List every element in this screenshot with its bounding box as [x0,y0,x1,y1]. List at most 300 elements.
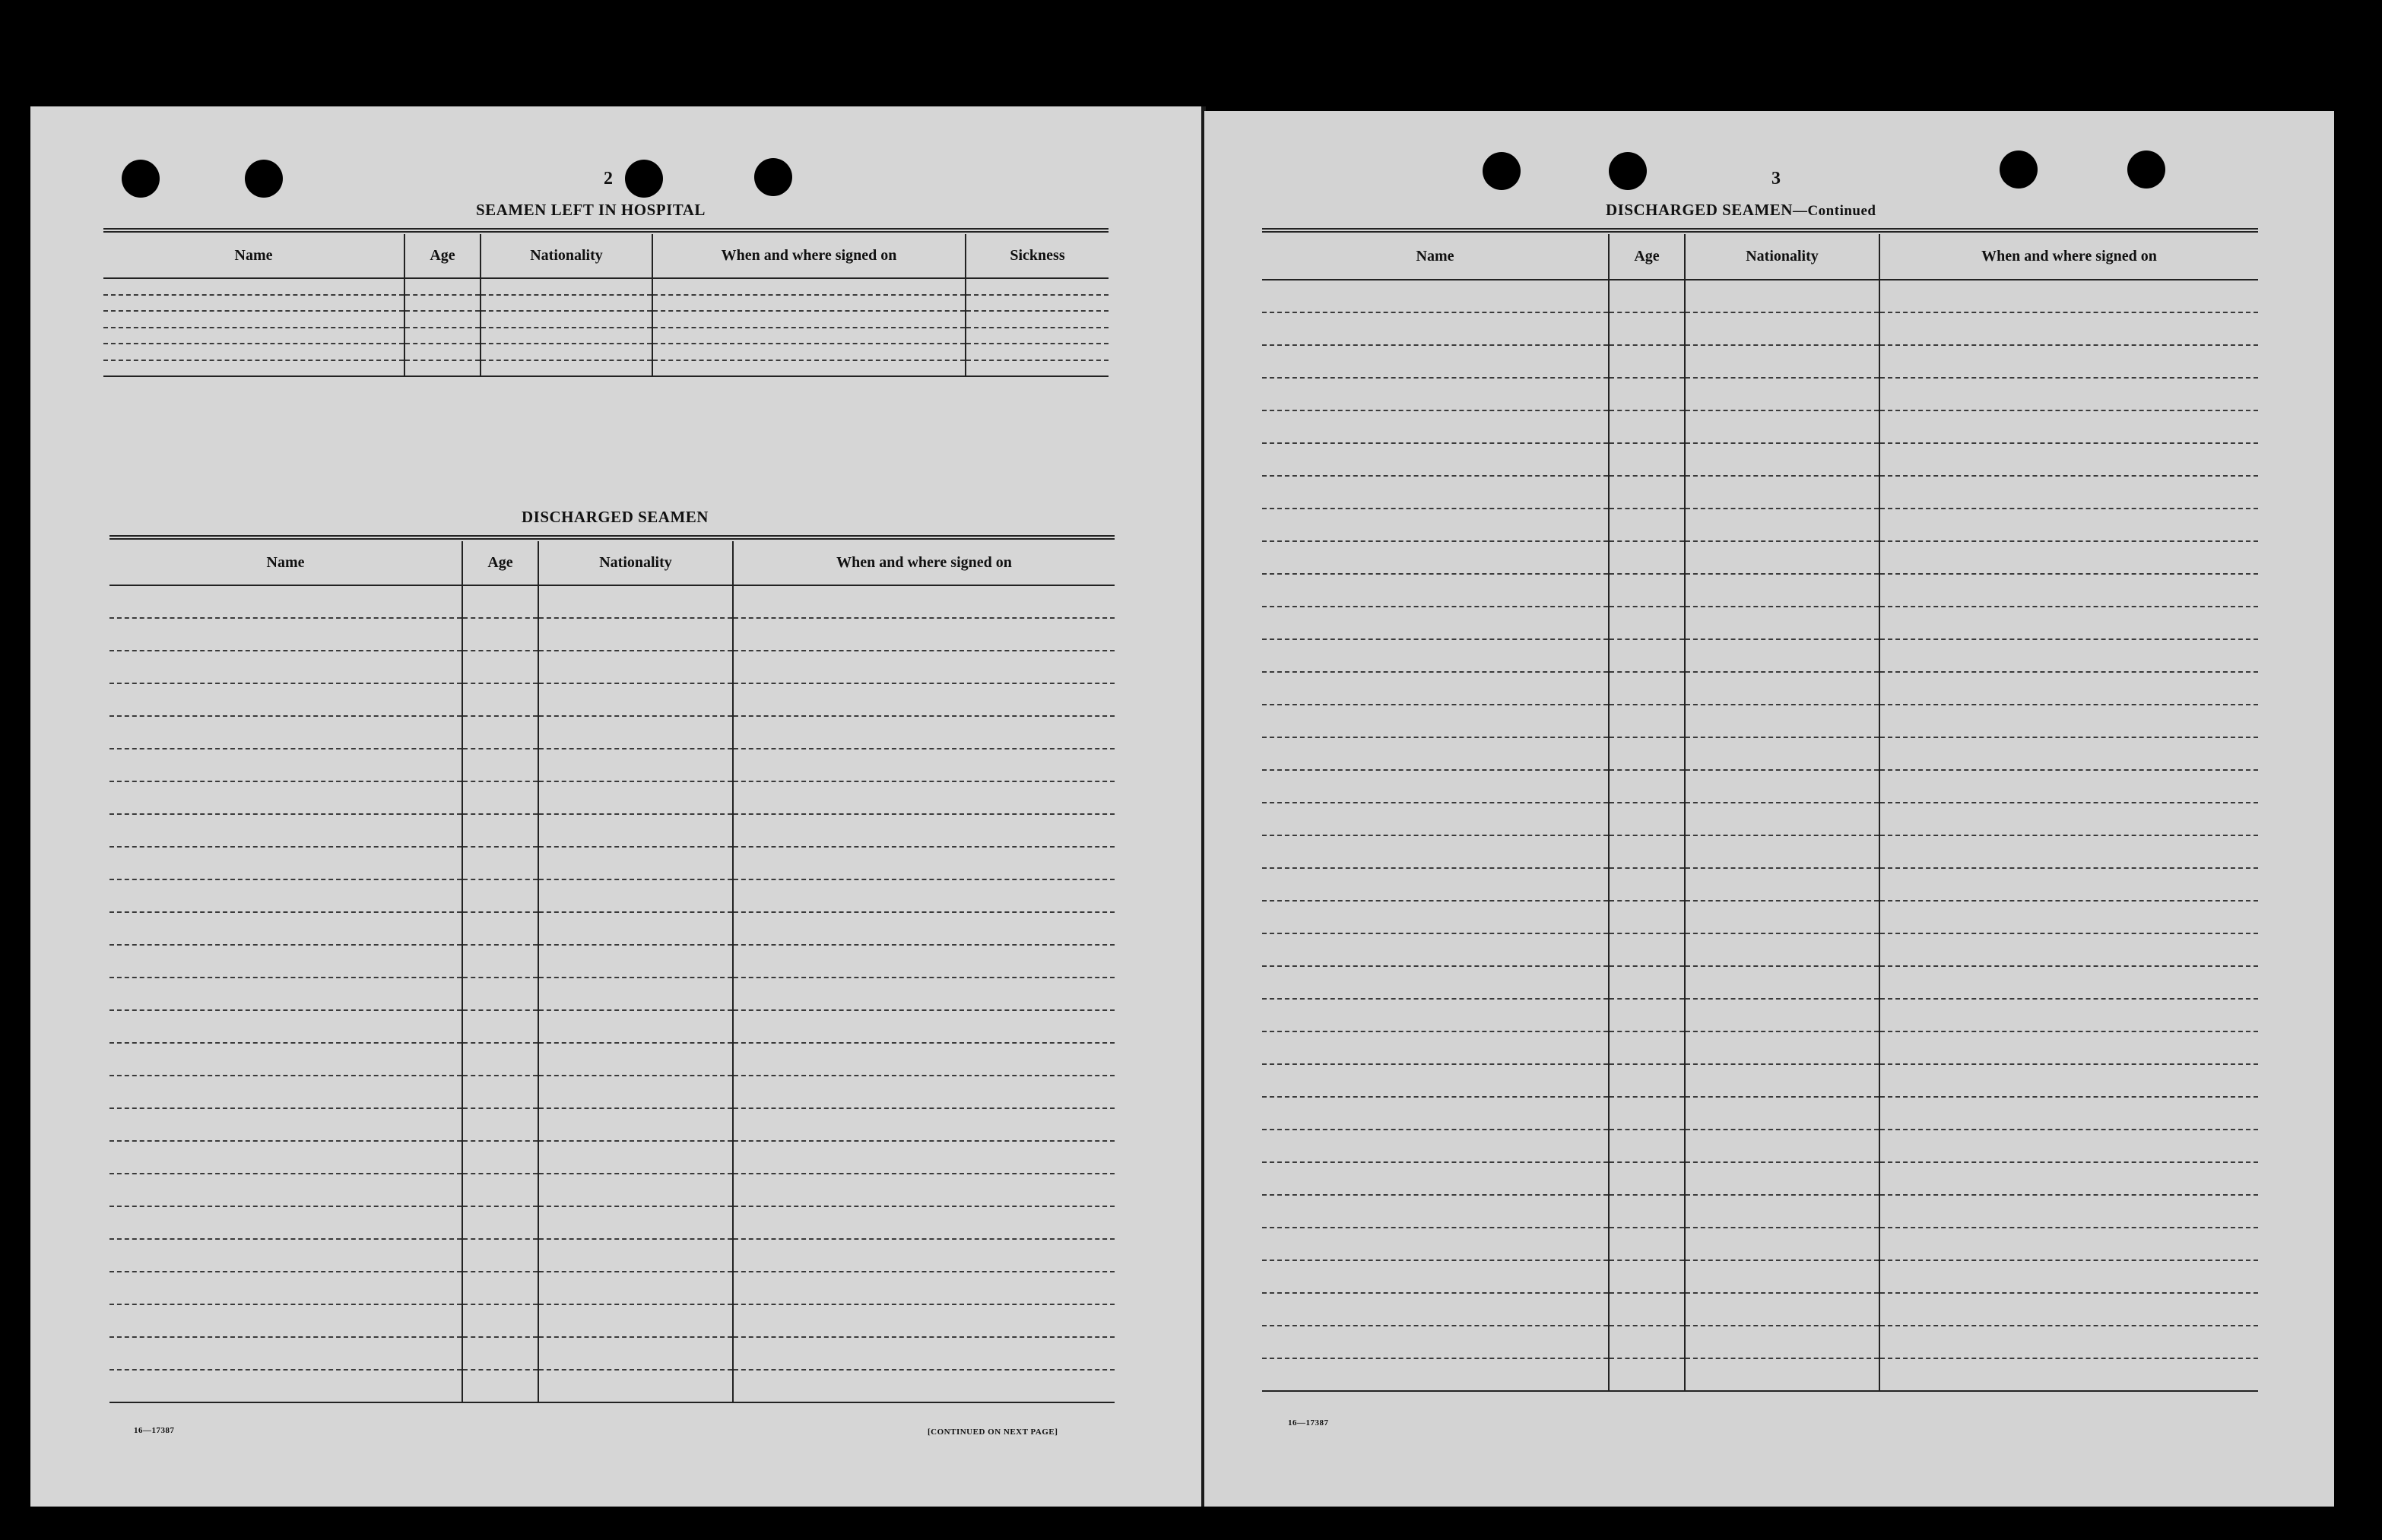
blank-cell [1685,1130,1879,1162]
table-row [1262,476,2258,509]
column-header-nationality: Nationality [538,541,733,585]
blank-cell [1609,378,1685,410]
table-row [109,1108,1115,1141]
blank-cell [1262,1293,1609,1326]
column-header-signed-on: When and where signed on [733,541,1115,585]
blank-cell [1879,868,2258,901]
blank-cell [733,1337,1115,1370]
blank-cell [1262,933,1609,966]
table-row [1262,1195,2258,1228]
table-row [109,1370,1115,1402]
blank-cell [538,912,733,945]
blank-cell [538,1010,733,1043]
blank-cell [109,847,462,879]
table-row [109,1076,1115,1108]
table-row [1262,901,2258,933]
blank-cell [1262,1162,1609,1195]
blank-cell [103,328,404,344]
blank-cell [1609,1097,1685,1130]
blank-cell [1685,803,1879,835]
table-row [1262,280,2258,312]
blank-cell [538,814,733,847]
blank-cell [1685,999,1879,1031]
table-row [109,847,1115,879]
blank-cell [109,1206,462,1239]
blank-cell [1262,966,1609,999]
discharged-continued-table [1262,234,2258,1392]
blank-cell [462,683,538,716]
blank-cell [1685,672,1879,705]
blank-cell [1879,1031,2258,1064]
blank-cell [109,1304,462,1337]
table-row [1262,1260,2258,1293]
blank-cell [109,1239,462,1272]
blank-cell [538,749,733,781]
blank-cell [1609,312,1685,345]
blank-cell [1685,509,1879,541]
blank-cell [652,344,966,360]
punch-hole [122,160,160,198]
blank-cell [733,618,1115,651]
blank-cell [1685,1162,1879,1195]
blank-cell [1685,607,1879,639]
title-continued: —Continued [1792,203,1876,219]
blank-cell [1262,672,1609,705]
blank-cell [1609,574,1685,607]
blank-cell [462,1337,538,1370]
column-header-nationality: Nationality [1685,234,1879,280]
blank-cell [462,978,538,1010]
blank-cell [1262,868,1609,901]
column-header-signed-on: When and where signed on [652,234,966,278]
blank-cell [733,781,1115,814]
blank-cell [733,847,1115,879]
blank-cell [538,683,733,716]
blank-cell [538,781,733,814]
blank-cell [109,1043,462,1076]
table-row [109,716,1115,749]
blank-cell [481,278,652,295]
blank-cell [109,912,462,945]
right-page [1204,111,2334,1507]
blank-cell [1879,835,2258,868]
table-row [1262,1064,2258,1097]
blank-cell [1879,1358,2258,1391]
blank-cell [1879,1162,2258,1195]
blank-cell [462,1043,538,1076]
blank-cell [538,1206,733,1239]
blank-cell [1609,1130,1685,1162]
blank-cell [109,1076,462,1108]
blank-cell [103,360,404,377]
blank-cell [1879,1326,2258,1358]
blank-cell [1879,999,2258,1031]
blank-cell [652,295,966,312]
blank-cell [462,879,538,912]
blank-cell [1879,1195,2258,1228]
blank-cell [1609,280,1685,312]
table-row [1262,966,2258,999]
table-row [103,278,1109,295]
discharged-continued-title [1606,201,1876,220]
blank-cell [1685,1097,1879,1130]
table-row [103,295,1109,312]
blank-cell [1262,574,1609,607]
table-row [109,1141,1115,1174]
table-row [109,879,1115,912]
blank-cell [652,311,966,328]
blank-cell [1262,901,1609,933]
blank-cell [538,585,733,618]
blank-cell [538,1141,733,1174]
blank-cell [733,1174,1115,1206]
blank-cell [481,295,652,312]
blank-cell [1879,607,2258,639]
blank-cell [733,978,1115,1010]
blank-cell [109,781,462,814]
blank-cell [733,651,1115,683]
blank-cell [538,1174,733,1206]
table-row [1262,835,2258,868]
blank-cell [481,344,652,360]
blank-cell [1879,541,2258,574]
blank-cell [733,945,1115,978]
continued-note: [CONTINUED ON NEXT PAGE] [928,1428,1058,1437]
table-row [109,1239,1115,1272]
table-row [1262,410,2258,443]
table-row [1262,443,2258,476]
blank-cell [733,716,1115,749]
blank-cell [462,1206,538,1239]
table-row [109,912,1115,945]
blank-cell [733,1141,1115,1174]
blank-cell [109,683,462,716]
table-row [103,360,1109,377]
table-row [109,1337,1115,1370]
blank-cell [538,651,733,683]
blank-cell [1879,443,2258,476]
table-row [1262,312,2258,345]
table-row [1262,737,2258,770]
table-row [1262,868,2258,901]
blank-cell [1262,639,1609,672]
blank-cell [103,295,404,312]
blank-cell [481,328,652,344]
blank-cell [1685,933,1879,966]
blank-cell [481,360,652,377]
table-row [1262,574,2258,607]
blank-cell [1262,345,1609,378]
table-row [109,978,1115,1010]
blank-cell [538,1108,733,1141]
column-header-age: Age [404,234,481,278]
table-row [1262,1097,2258,1130]
table-row [1262,672,2258,705]
column-header-name: Name [109,541,462,585]
blank-cell [462,847,538,879]
blank-cell [1685,443,1879,476]
blank-cell [1685,966,1879,999]
blank-cell [1685,312,1879,345]
table-row [1262,1326,2258,1358]
blank-cell [109,749,462,781]
discharged-section-title: DISCHARGED SEAMEN [522,508,709,526]
blank-cell [1262,1228,1609,1260]
blank-cell [966,278,1109,295]
blank-cell [109,1174,462,1206]
blank-cell [103,344,404,360]
blank-cell [1685,280,1879,312]
table-row [1262,999,2258,1031]
table-row [1262,639,2258,672]
blank-cell [462,1239,538,1272]
table-row [109,945,1115,978]
blank-cell [538,879,733,912]
hospital-table [103,234,1109,377]
blank-cell [462,1370,538,1402]
blank-cell [1609,672,1685,705]
blank-cell [109,1141,462,1174]
blank-cell [462,716,538,749]
blank-cell [109,978,462,1010]
blank-cell [404,278,481,295]
section-rule [1262,228,2258,233]
table-row [103,328,1109,344]
punch-hole [1609,152,1647,190]
blank-cell [1609,999,1685,1031]
blank-cell [1685,378,1879,410]
blank-cell [1609,1195,1685,1228]
blank-cell [1685,541,1879,574]
blank-cell [1879,1293,2258,1326]
left-page [30,106,1201,1507]
blank-cell [1262,835,1609,868]
blank-cell [462,749,538,781]
blank-cell [733,585,1115,618]
page-number: 3 [1771,169,1781,189]
blank-cell [1609,476,1685,509]
blank-cell [1879,410,2258,443]
blank-cell [538,945,733,978]
table-row [1262,705,2258,737]
blank-cell [462,1141,538,1174]
blank-cell [1609,1031,1685,1064]
title-main: DISCHARGED SEAMEN [1606,201,1793,219]
blank-cell [652,328,966,344]
blank-cell [109,1370,462,1402]
blank-cell [462,651,538,683]
blank-cell [1609,901,1685,933]
table-row [1262,1162,2258,1195]
blank-cell [1879,933,2258,966]
blank-cell [1609,737,1685,770]
blank-cell [1262,280,1609,312]
blank-cell [1609,1293,1685,1326]
column-header-name: Name [103,234,404,278]
blank-cell [1879,280,2258,312]
blank-cell [1685,770,1879,803]
blank-cell [1879,509,2258,541]
blank-cell [538,1043,733,1076]
column-header-nationality: Nationality [481,234,652,278]
blank-cell [1685,1195,1879,1228]
blank-cell [462,1272,538,1304]
section-rule [109,535,1115,540]
blank-cell [1685,1064,1879,1097]
blank-cell [462,781,538,814]
blank-cell [733,1076,1115,1108]
blank-cell [1262,312,1609,345]
blank-cell [1262,803,1609,835]
table-row [1262,770,2258,803]
blank-cell [538,1304,733,1337]
column-header-age: Age [1609,234,1685,280]
table-row [109,1272,1115,1304]
blank-cell [1609,868,1685,901]
blank-cell [109,716,462,749]
blank-cell [462,618,538,651]
punch-hole [245,160,283,198]
punch-hole [2127,151,2165,189]
blank-cell [966,311,1109,328]
blank-cell [1609,1228,1685,1260]
blank-cell [1879,901,2258,933]
blank-cell [538,847,733,879]
blank-cell [1262,1130,1609,1162]
blank-cell [1879,1064,2258,1097]
blank-cell [1262,1260,1609,1293]
blank-cell [109,1337,462,1370]
blank-cell [733,683,1115,716]
blank-cell [652,278,966,295]
blank-cell [1685,737,1879,770]
blank-cell [733,1304,1115,1337]
table-row [1262,509,2258,541]
table-row [1262,933,2258,966]
blank-cell [103,311,404,328]
blank-cell [1262,737,1609,770]
blank-cell [462,945,538,978]
table-row [1262,607,2258,639]
blank-cell [1609,541,1685,574]
blank-cell [733,912,1115,945]
blank-cell [966,295,1109,312]
blank-cell [1262,770,1609,803]
blank-cell [404,311,481,328]
blank-cell [109,618,462,651]
blank-cell [1609,933,1685,966]
table-row [109,618,1115,651]
blank-cell [1609,1162,1685,1195]
blank-cell [1879,345,2258,378]
blank-cell [462,1076,538,1108]
blank-cell [1609,1064,1685,1097]
blank-cell [1262,443,1609,476]
blank-cell [1685,1031,1879,1064]
blank-cell [1685,476,1879,509]
blank-cell [733,1043,1115,1076]
blank-cell [462,1174,538,1206]
blank-cell [1685,345,1879,378]
table-row [109,1010,1115,1043]
blank-cell [462,814,538,847]
table-row [109,781,1115,814]
blank-cell [1262,509,1609,541]
blank-cell [1609,410,1685,443]
blank-cell [1685,901,1879,933]
blank-cell [1879,737,2258,770]
blank-cell [1262,541,1609,574]
blank-cell [733,1010,1115,1043]
blank-cell [538,1272,733,1304]
blank-cell [1262,1195,1609,1228]
blank-cell [462,1010,538,1043]
table-row [103,344,1109,360]
blank-cell [1879,1228,2258,1260]
blank-cell [1879,1130,2258,1162]
blank-cell [1262,1031,1609,1064]
blank-cell [1609,1260,1685,1293]
column-header-age: Age [462,541,538,585]
blank-cell [1879,966,2258,999]
blank-cell [1685,410,1879,443]
blank-cell [109,1272,462,1304]
blank-cell [538,1076,733,1108]
blank-cell [1685,1358,1879,1391]
page-number: 2 [604,169,613,189]
blank-cell [733,1239,1115,1272]
blank-cell [538,1239,733,1272]
table-row [1262,1031,2258,1064]
blank-cell [1879,1097,2258,1130]
blank-cell [109,814,462,847]
table-row [1262,1358,2258,1391]
table-row [109,814,1115,847]
column-header-name: Name [1262,234,1609,280]
blank-cell [1879,770,2258,803]
column-header-signed-on: When and where signed on [1879,234,2258,280]
blank-cell [966,360,1109,377]
blank-cell [1609,607,1685,639]
blank-cell [1685,1326,1879,1358]
blank-cell [1685,868,1879,901]
table-row [1262,1293,2258,1326]
table-row [1262,345,2258,378]
blank-cell [462,585,538,618]
blank-cell [1685,1293,1879,1326]
table-row [109,585,1115,618]
table-row [1262,378,2258,410]
blank-cell [1262,378,1609,410]
table-row [109,1174,1115,1206]
blank-cell [109,651,462,683]
table-row [109,1043,1115,1076]
blank-cell [733,879,1115,912]
blank-cell [538,618,733,651]
punch-hole [1483,152,1521,190]
blank-cell [1262,1064,1609,1097]
blank-cell [1262,607,1609,639]
blank-cell [1609,803,1685,835]
blank-cell [1879,1260,2258,1293]
table-row [103,311,1109,328]
blank-cell [462,1108,538,1141]
blank-cell [103,278,404,295]
blank-cell [1879,639,2258,672]
blank-cell [1609,345,1685,378]
blank-cell [1879,803,2258,835]
punch-hole [625,160,663,198]
